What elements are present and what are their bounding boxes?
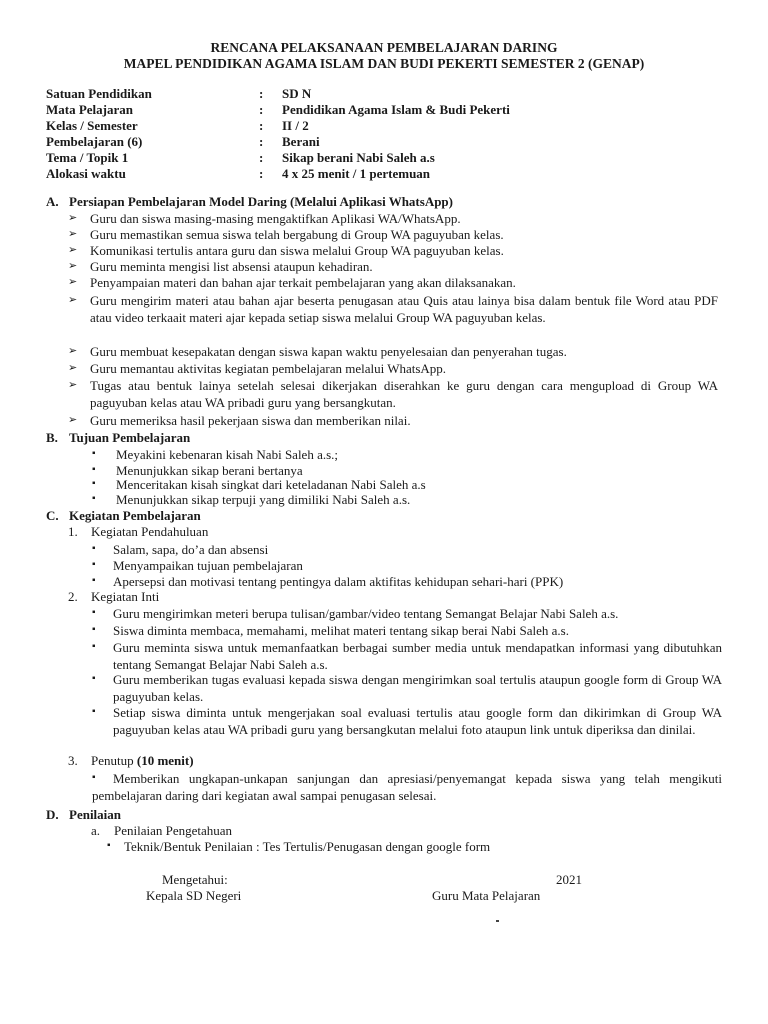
meta-value: Berani	[282, 134, 320, 149]
subsection-marker: 3.	[68, 753, 78, 768]
square-bullet-icon: ▪	[92, 448, 96, 459]
list-item	[68, 242, 718, 259]
list-item-text: Penyampaian materi dan bahan ajar terkait pembelajaran yang akan dilaksanakan.	[90, 275, 516, 290]
list-item	[68, 292, 718, 326]
list-item-text: Komunikasi tertulis antara guru dan siswa melalui Group WA paguyuban kelas.	[90, 243, 504, 258]
section-marker: D.	[46, 807, 59, 822]
list-item	[92, 541, 722, 558]
list-item-text: Guru memastikan semua siswa telah bergabung di Group WA paguyuban kelas.	[90, 227, 504, 242]
meta-value: Pendidikan Agama Islam & Budi Pekerti	[282, 102, 510, 117]
section-title: Persiapan Pembelajaran Model Daring (Melalui Aplikasi WhatsApp)	[69, 194, 453, 209]
list-item	[92, 704, 722, 738]
list-item-text: Menyampaikan tujuan pembelajaran	[113, 558, 303, 573]
section-marker: B.	[46, 430, 58, 445]
subsection-title-duration: (10 menit)	[136, 753, 194, 768]
list-item	[92, 622, 722, 639]
meta-key: Pembelajaran (6)	[46, 134, 143, 149]
list-item-text: Menceritakan kisah singkat dari keteladanan Nabi Saleh a.s	[116, 477, 426, 492]
arrow-bullet-icon: ➢	[68, 379, 78, 391]
subsection-marker: a.	[91, 823, 101, 838]
subsection-marker: 2.	[68, 589, 78, 604]
list-item	[92, 446, 692, 463]
arrow-bullet-icon: ➢	[68, 294, 78, 306]
list-item-text: Meyakini kebenaran kisah Nabi Saleh a.s.;	[116, 447, 339, 462]
square-bullet-icon: ▪	[92, 624, 96, 635]
square-bullet-icon: ▪	[92, 607, 96, 618]
document-title-line2: MAPEL PENDIDIKAN AGAMA ISLAM DAN BUDI PEKERTI SEMESTER 2 (GENAP)	[123, 56, 645, 71]
list-item	[68, 258, 718, 275]
list-item	[92, 605, 722, 622]
square-bullet-icon: ▪	[92, 493, 96, 504]
meta-key: Mata Pelajaran	[46, 102, 134, 117]
arrow-bullet-icon: ➢	[68, 212, 78, 224]
list-item	[92, 491, 692, 508]
page-mark	[496, 920, 499, 922]
list-item	[68, 377, 718, 411]
arrow-bullet-icon: ➢	[68, 228, 78, 240]
subsection-title: Kegiatan Pendahuluan	[91, 524, 209, 539]
arrow-bullet-icon: ➢	[68, 345, 78, 357]
arrow-bullet-icon: ➢	[68, 414, 78, 426]
square-bullet-icon: ▪	[107, 840, 111, 851]
list-item	[68, 210, 718, 227]
list-item-text: Guru memberikan tugas evaluasi kepada siswa dengan mengirimkan soal tertulis ataupun google form di Group WA paguyuban kelas.	[113, 672, 722, 704]
square-bullet-icon: ▪	[92, 575, 96, 586]
meta-colon: :	[259, 102, 264, 117]
list-item-text: Guru memantau aktivitas kegiatan pembelajaran melalui WhatsApp.	[90, 361, 447, 376]
meta-value: II / 2	[282, 118, 309, 133]
list-item	[92, 573, 722, 590]
subsection-title	[91, 752, 194, 769]
square-bullet-icon: ▪	[92, 772, 96, 783]
signature-teacher-label: Guru Mata Pelajaran	[432, 888, 541, 903]
list-item-text: Teknik/Bentuk Penilaian : Tes Tertulis/Penugasan dengan google form	[124, 839, 491, 854]
list-item	[68, 360, 718, 377]
meta-key: Alokasi waktu	[46, 166, 126, 181]
meta-key: Satuan Pendidikan	[46, 86, 152, 101]
square-bullet-icon: ▪	[92, 559, 96, 570]
list-item-text: Guru membuat kesepakatan dengan siswa kapan waktu penyelesaian dan penyerahan tugas.	[90, 344, 567, 359]
list-item-text: Salam, sapa, do’a dan absensi	[113, 542, 269, 557]
meta-value: SD N	[282, 86, 312, 101]
meta-key: Kelas / Semester	[46, 118, 138, 133]
arrow-bullet-icon: ➢	[68, 362, 78, 374]
signature-principal-label: Kepala SD Negeri	[146, 888, 242, 903]
square-bullet-icon: ▪	[92, 673, 96, 684]
meta-key: Tema / Topik 1	[46, 150, 129, 165]
arrow-bullet-icon: ➢	[68, 276, 78, 288]
document-title-line1: RENCANA PELAKSANAAN PEMBELAJARAN DARING	[210, 40, 558, 55]
list-item-text: Guru memeriksa hasil pekerjaan siswa dan memberikan nilai.	[90, 413, 411, 428]
square-bullet-icon: ▪	[92, 543, 96, 554]
meta-colon: :	[259, 86, 264, 101]
list-item-text: Tugas atau bentuk lainya setelah selesai dikerjakan diserahkan ke guru dengan cara mengupload di Group WA paguyuban kelas atau WA pribadi guru yang bersangkutan.	[90, 378, 718, 410]
meta-colon: :	[259, 118, 264, 133]
list-item	[68, 226, 718, 243]
section-marker: C.	[46, 508, 59, 523]
section-title: Kegiatan Pembelajaran	[69, 508, 201, 523]
square-bullet-icon: ▪	[92, 478, 96, 489]
meta-value: Sikap berani Nabi Saleh a.s	[282, 150, 435, 165]
square-bullet-icon: ▪	[92, 706, 96, 717]
subsection-marker: 1.	[68, 524, 78, 539]
list-item	[92, 639, 722, 673]
square-bullet-icon: ▪	[92, 464, 96, 475]
list-item	[68, 343, 718, 360]
subsection-title: Penilaian Pengetahuan	[114, 823, 233, 838]
list-item-text: Memberikan ungkapan-unkapan sanjungan dan apresiasi/penyemangat kepada siswa yang telah mengikuti pembelajaran daring dari kegiatan awal sampai penugasan selesai.	[92, 771, 722, 803]
meta-colon: :	[259, 134, 264, 149]
list-item	[92, 671, 722, 705]
section-title: Penilaian	[69, 807, 122, 822]
section-marker: A.	[46, 194, 59, 209]
list-item-text: Guru meminta siswa untuk memanfaatkan berbagai sumber media untuk mendapatkan informasi yang dibutuhkan tentang Semangat Belajar Nabi Saleh a.s.	[113, 640, 722, 672]
arrow-bullet-icon: ➢	[68, 260, 78, 272]
list-item-text: Guru meminta mengisi list absensi ataupun kehadiran.	[90, 259, 373, 274]
meta-value: 4 x 25 menit / 1 pertemuan	[282, 166, 431, 181]
signature-acknowledged-label: Mengetahui:	[162, 872, 228, 887]
square-bullet-icon: ▪	[92, 641, 96, 652]
list-item	[68, 412, 718, 429]
signature-year: 2021	[556, 872, 582, 887]
meta-colon: :	[259, 150, 264, 165]
meta-colon: :	[259, 166, 264, 181]
section-title: Tujuan Pembelajaran	[69, 430, 191, 445]
subsection-title: Kegiatan Inti	[91, 589, 160, 604]
list-item-text: Apersepsi dan motivasi tentang pentingya dalam aktifitas kehidupan sehari-hari (PPK)	[113, 574, 564, 589]
list-item	[107, 838, 707, 855]
list-item-text: Siswa diminta membaca, memahami, melihat materi tentang sikap berai Nabi Saleh a.s.	[113, 623, 569, 638]
list-item	[68, 274, 718, 291]
list-item-text: Setiap siswa diminta untuk mengerjakan soal evaluasi tertulis atau google form dan dikirimkan di Group WA paguyuban kelas atau WA pribadi guru yang bersangkutan melalui foto ataupun link untuk diperiksa dan dinilai.	[113, 705, 722, 737]
list-item	[92, 557, 722, 574]
list-item-text: Guru dan siswa masing-masing mengaktifkan Aplikasi WA/WhatsApp.	[90, 211, 461, 226]
list-item-text: Guru mengirimkan meteri berupa tulisan/gambar/video tentang Semangat Belajar Nabi Saleh a.s.	[113, 606, 619, 621]
list-item-text: Menunjukkan sikap terpuji yang dimiliki Nabi Saleh a.s.	[116, 492, 411, 507]
list-item-text: Menunjukkan sikap berani bertanya	[116, 463, 303, 478]
list-item-text: Guru mengirim materi atau bahan ajar beserta penugasan atau Quis atau lainya bisa dalam bentuk file Word atau PDF atau video terkaait materi ajar kepada setiap siswa melalui Group WA paguyuban kelas.	[90, 293, 718, 325]
arrow-bullet-icon: ➢	[68, 244, 78, 256]
subsection-title-text: Penutup	[91, 753, 134, 768]
list-item	[92, 770, 722, 804]
